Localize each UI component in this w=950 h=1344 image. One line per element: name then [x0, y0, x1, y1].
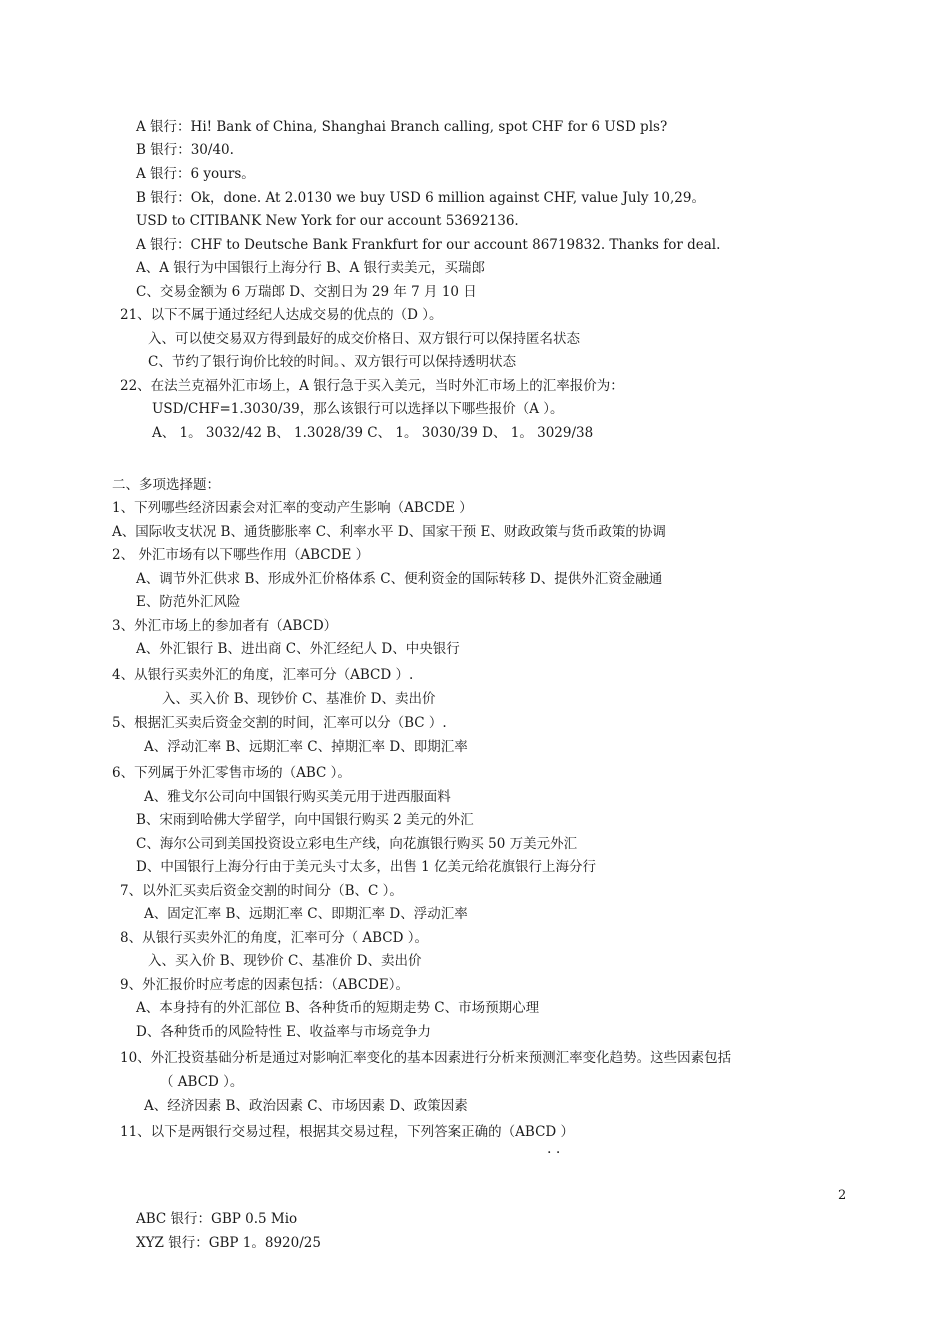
question-22: 22、在法兰克福外汇市场上，A 银行急于买入美元，当时外汇市场上的汇率报价为：	[120, 378, 624, 394]
question-10: 10、外汇投资基础分析是通过对影响汇率变化的基本因素进行分析来预测汇率变化趋势。这些因素包括	[120, 1050, 732, 1066]
text-line: E、防范外汇风险	[136, 594, 241, 610]
text-line: A、浮动汇率 B、远期汇率 C、掉期汇率 D、即期汇率	[144, 739, 468, 755]
question-4: 4、从银行买卖外汇的角度，汇率可分（ABCD ）.	[112, 667, 414, 683]
question-11: 11、以下是两银行交易过程，根据其交易过程，下列答案正确的（ABCD ）	[120, 1124, 575, 1140]
text-line: USD/CHF=1.3030/39，那么该银行可以选择以下哪些报价（A ）。	[152, 401, 564, 417]
text-line: A、固定汇率 B、远期汇率 C、即期汇率 D、浮动汇率	[144, 906, 468, 922]
text-line: D、中国银行上海分行由于美元头寸太多，出售 1 亿美元给花旗银行上海分行	[136, 859, 596, 875]
question-8: 8、从银行买卖外汇的角度，汇率可分（ ABCD ）。	[120, 930, 428, 946]
question-9: 9、外汇报价时应考虑的因素包括：（ABCDE）。	[120, 977, 410, 993]
text-line: A、调节外汇供求 B、形成外汇价格体系 C、便利资金的国际转移 D、提供外汇资金融通	[136, 571, 663, 587]
question-7: 7、以外汇买卖后资金交割的时间分（B、C ）。	[120, 883, 403, 899]
text-line: B、宋雨到哈佛大学留学，向中国银行购买 2 美元的外汇	[136, 812, 474, 828]
text-line: A、 1。 3032/42 B、 1.3028/39 C、 1。 3030/39 D、 1。 3029/38	[152, 425, 594, 441]
text-line: 入、可以使交易双方得到最好的成交价格日、双方银行可以保持匿名状态	[148, 331, 580, 347]
text-line: C、交易金额为 6 万瑞郎 D、交割日为 29 年 7 月 10 日	[136, 284, 477, 300]
text-line: XYZ 银行：GBP 1。8920/25	[136, 1235, 321, 1251]
question-2: 2、 外汇市场有以下哪些作用（ABCDE ）	[112, 547, 370, 563]
text-line: C、节约了银行询价比较的时间。、双方银行可以保持透明状态	[148, 354, 517, 370]
text-line: A、雅戈尔公司向中国银行购买美元用于进西服面料	[144, 789, 451, 805]
text-line: ABC 银行：GBP 0.5 Mio	[136, 1211, 298, 1227]
text-line: A、本身持有的外汇部位 B、各种货币的短期走势 C、市场预期心理	[136, 1000, 540, 1016]
text-line: D、各种货币的风险特性 E、收益率与市场竞争力	[136, 1024, 431, 1040]
text-line: A 银行：Hi! Bank of China, Shanghai Branch calling, spot CHF for 6 USD pls?	[136, 119, 668, 135]
question-1: 1、下列哪些经济因素会对汇率的变动产生影响（ABCDE ）	[112, 500, 473, 516]
section-heading: 二、多项选择题：	[112, 477, 220, 493]
question-3: 3、外汇市场上的参加者有（ABCD）	[112, 618, 338, 634]
text-line: 入、买入价 B、现钞价 C、基准价 D、卖出价	[148, 953, 422, 969]
text-line: A 银行：6 yours。	[136, 166, 255, 182]
text-line: B 银行：Ok，done. At 2.0130 we buy USD 6 million against CHF, value July 10,29。	[136, 190, 705, 206]
text-line: B 银行：30/40.	[136, 142, 234, 158]
text-line: A、经济因素 B、政治因素 C、市场因素 D、政策因素	[144, 1098, 468, 1114]
text-line: A 银行：CHF to Deutsche Bank Frankfurt for our account 86719832. Thanks for deal.	[136, 237, 721, 253]
question-6: 6、下列属于外汇零售市场的（ABC ）。	[112, 765, 351, 781]
text-line: C、海尔公司到美国投资设立彩电生产线，向花旗银行购买 50 万美元外汇	[136, 836, 578, 852]
question-21: 21、以下不属于通过经纪人达成交易的优点的（D ）。	[120, 307, 443, 323]
text-line: A、A 银行为中国银行上海分行 B、A 银行卖美元，买瑞郎	[136, 260, 486, 276]
text-line: USD to CITIBANK New York for our account 53692136.	[136, 213, 519, 229]
text-line: A、外汇银行 B、进出商 C、外汇经纪人 D、中央银行	[136, 641, 460, 657]
text-line: 入、买入价 B、现钞价 C、基准价 D、卖出价	[162, 691, 436, 707]
page-break-mark: . .	[547, 1141, 561, 1157]
text-line: A、国际收支状况 B、通货膨胀率 C、利率水平 D、国家干预 E、财政政策与货币政策的协调	[112, 524, 666, 540]
page-number: 2	[838, 1188, 847, 1203]
text-line: （ ABCD ）。	[160, 1074, 244, 1090]
question-5: 5、根据汇买卖后资金交割的时间，汇率可以分（BC ）.	[112, 715, 447, 731]
